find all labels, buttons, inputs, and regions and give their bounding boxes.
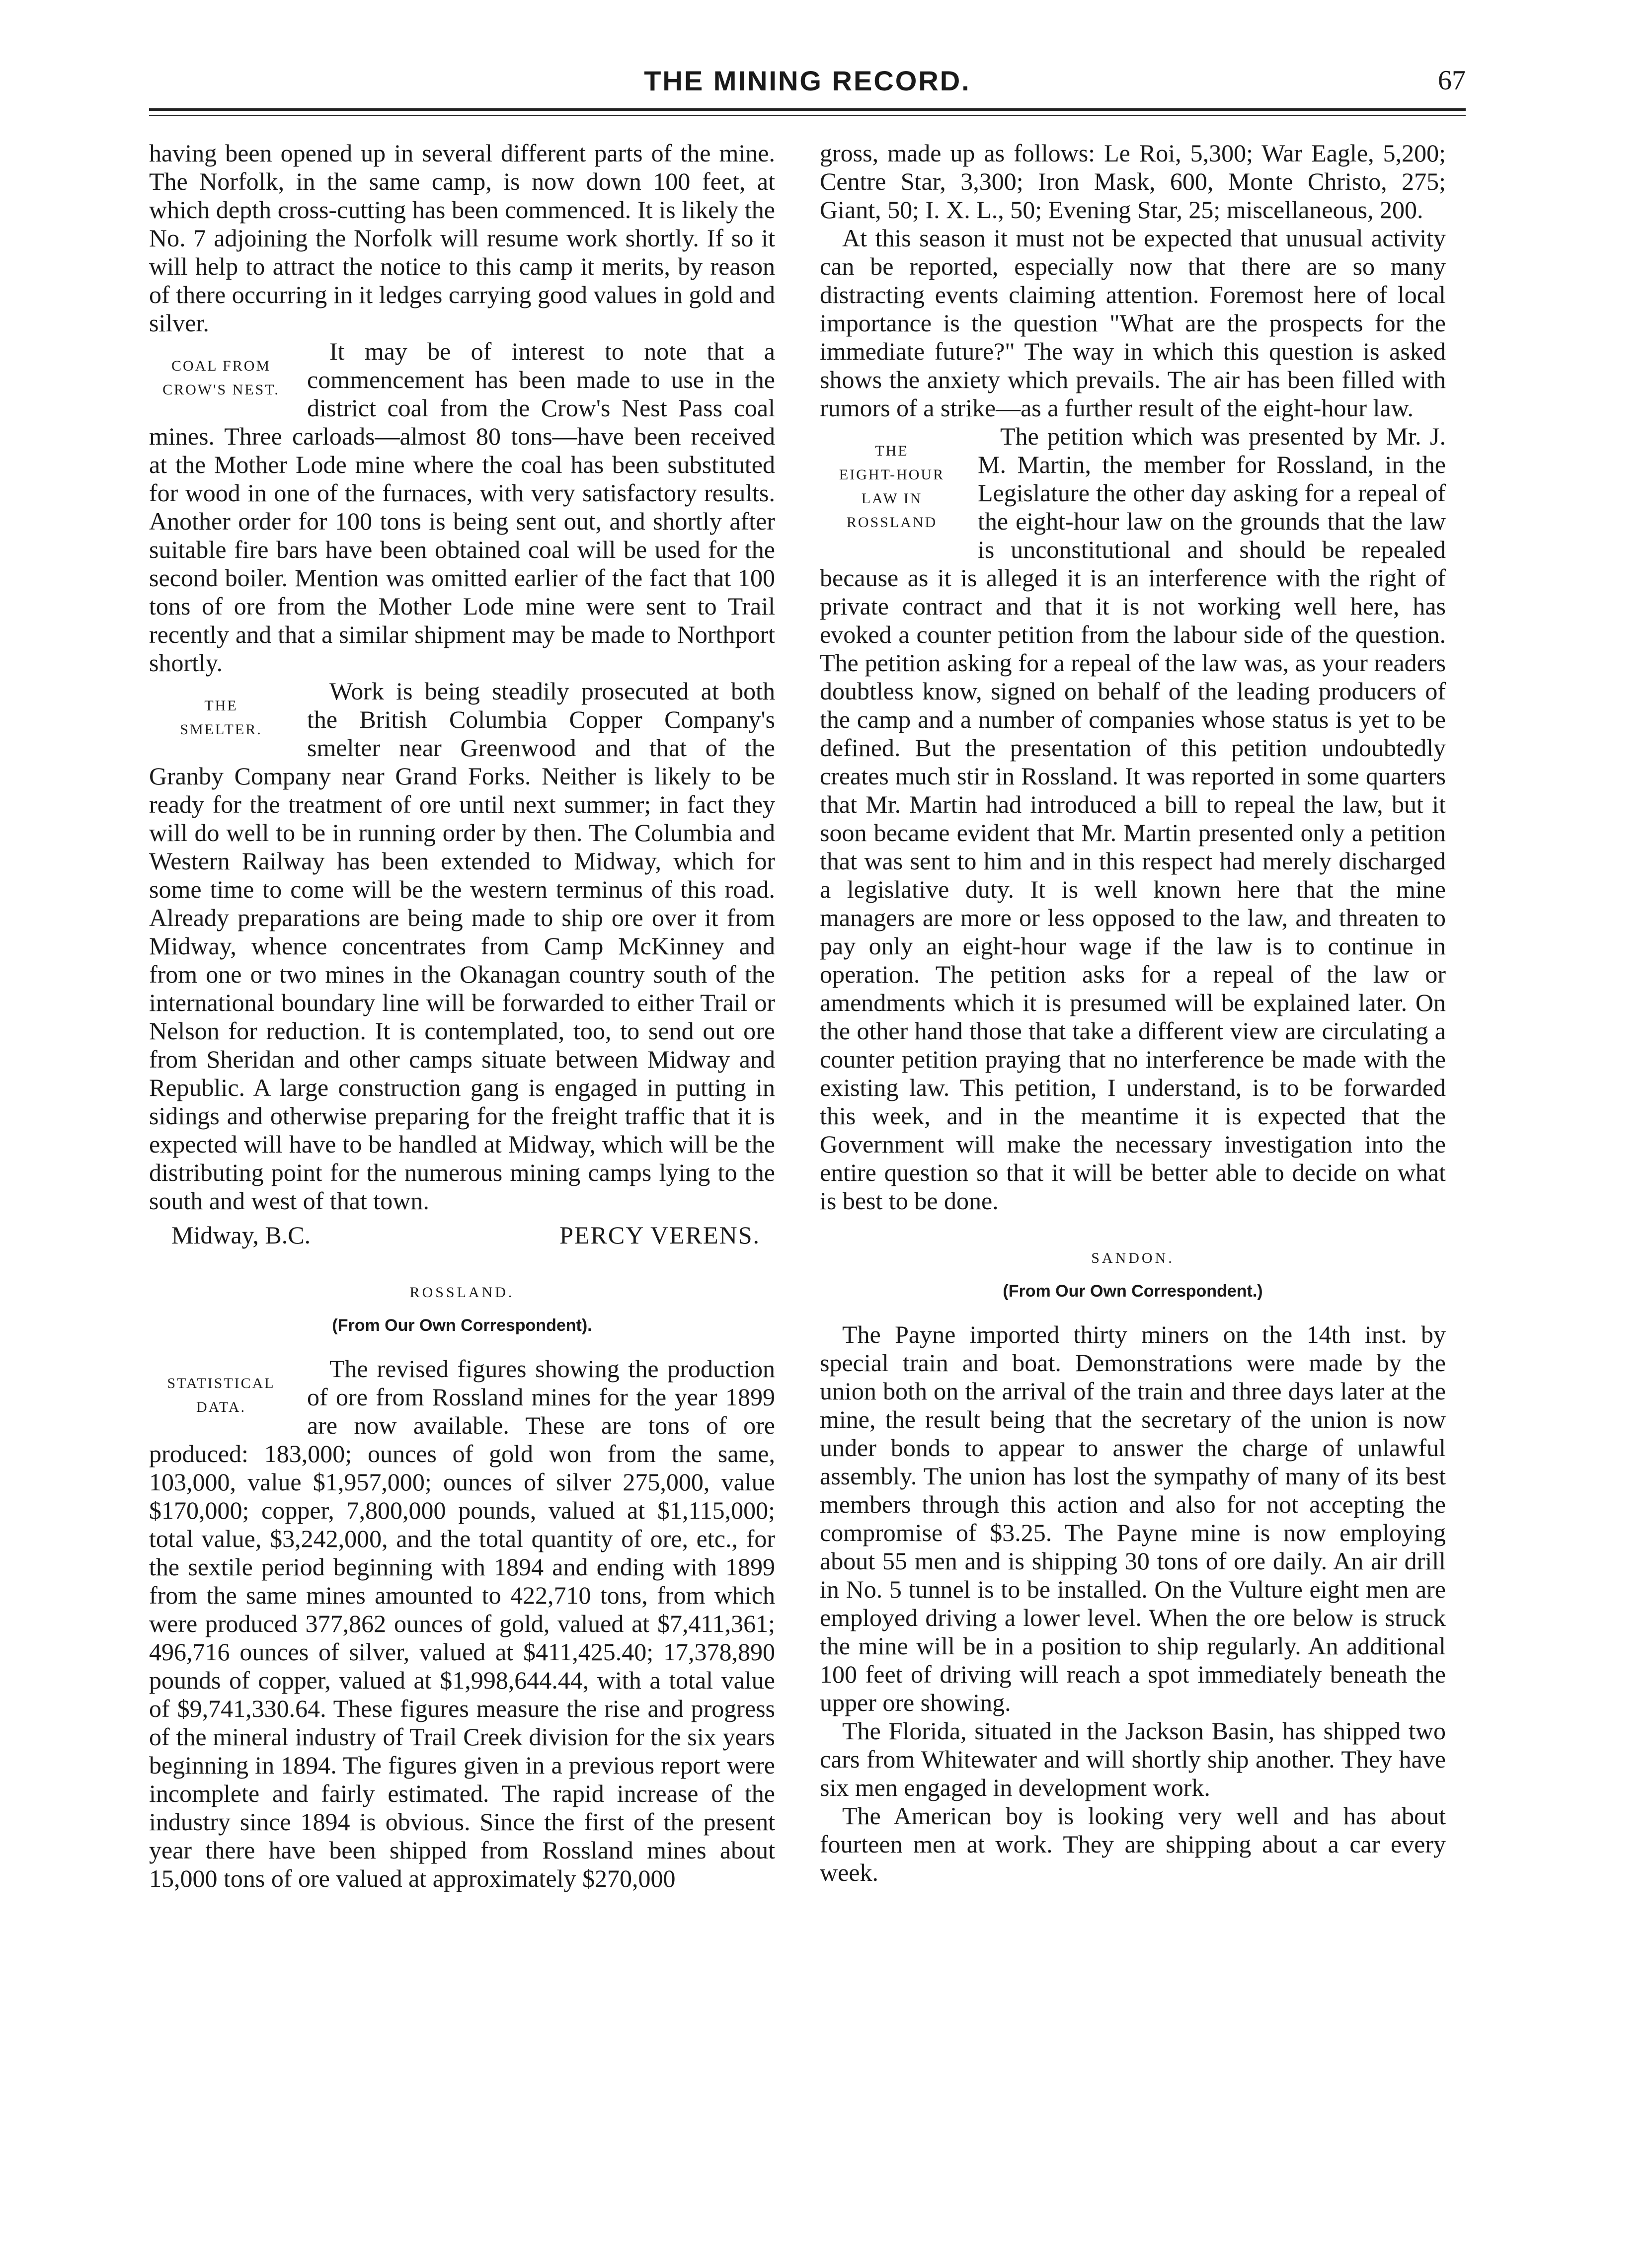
signature-line: [149, 1221, 775, 1249]
sidehead-line: ROSSLAND: [846, 514, 938, 531]
sidehead-eight-hour-law: [820, 439, 964, 535]
article-paragraph: Work is being steadily prosecuted at both the British Columbia Copper Company's smelter near Greenwood and that of the Granby Company near Grand Forks. Neither is likely to be ready for the treatment of ore until next summer; in fact they will do well to be in running order by then. The Columbia and Western Railway has been extended to Midway, which for some time to come will be the western terminus of this road. Already preparations are being made to ship ore over it from Midway, whence concentrates from Camp McKinney and from one or two mines in the Okanagan country south of the international boundary line will be forwarded to either Trail or Nelson for reduction. It is contemplated, too, to send out ore from Sheridan and other camps situate between Midway and Republic. A large construction gang is engaged in putting in sidings and otherwise preparing for the freight traffic that it is expected will have to be handled at Midway, which will be the distributing point for the numerous mining camps lying to the south and west of that town.: [149, 677, 775, 1215]
article-paragraph: having been opened up in several different parts of the mine. The Norfolk, in the same camp, is now down 100 feet, at which depth cross-cutting has been commenced. It is likely the No. 7 adjoining the Norfolk will resume work shortly. If so it will help to attract the notice to this camp it merits, by reason of there occurring in it ledges carrying good values in gold and silver.: [149, 139, 775, 337]
section-heading-rossland: ROSSLAND.: [409, 1284, 515, 1301]
page-header: [149, 65, 1466, 109]
article-paragraph: It may be of interest to note that a commencement has been made to use in the district coal from the Crow's Nest Pass coal mines. Three carloads—almost 80 tons—have been received at the Mother Lode mine where the coal has been substituted for wood in one of the furnaces, with very satisfactory results. Another order for 100 tons is being sent out, and shortly after suitable fire bars have been obtained coal will be used for the second boiler. Mention was omitted earlier of the fact that 100 tons of ore from the Mother Lode mine were sent to Trail recently and that a similar shipment may be made to Northport shortly.: [149, 337, 775, 677]
article-paragraph: The Florida, situated in the Jackson Basin, has shipped two cars from Whitewater and will shortly ship another. They have six men engaged in development work.: [820, 1717, 1446, 1801]
left-column: [149, 139, 775, 2216]
sidehead-line: THE: [875, 443, 909, 459]
header-rule-thin: [149, 115, 1466, 116]
publication-title: THE MINING RECORD.: [644, 65, 971, 96]
sidehead-the-smelter: [149, 694, 293, 742]
article-paragraph: The American boy is looking very well and has about fourteen men at work. They are shipping about a car every week.: [820, 1802, 1446, 1886]
signature-name: PERCY VERENS.: [559, 1221, 760, 1249]
article-paragraph: The petition which was presented by Mr. J. M. Martin, the member for Rossland, in the Legislature the other day asking for a repeal of the eight-hour law on the grounds that the law is unconstitutional and should be repealed because as it is alleged it is an interference with the right of private contract and that it is not working well here, has evoked a counter petition from the labour side of the question. The petition asking for a repeal of the law was, as your readers doubtless know, signed on behalf of the leading producers of the camp and a number of companies whose status is yet to be defined. But the presentation of this petition undoubtedly creates much stir in Rossland. It was reported in some quarters that Mr. Martin had introduced a bill to repeal the law, but it soon became evident that Mr. Martin presented only a petition that was sent to him and in this respect had merely discharged a legislative duty. It is well known here that the mine managers are more or less opposed to the law, and threaten to pay only an eight-hour wage if the law is to continue in operation. The petition asks for a repeal of the law or amendments which it is presumed will be explained later. On the other hand those that take a different view are circulating a counter petition praying that no interference be made with the existing law. This petition, I understand, is to be forwarded this week, and in the meantime it is expected that the Government will make the necessary investigation into the entire question so that it will be better able to decide on what is best to be done.: [820, 422, 1446, 1215]
right-column: [820, 139, 1446, 2216]
article-paragraph: At this season it must not be expected that unusual activity can be reported, especially now that there are so many distracting events claiming attention. Foremost here of local importance is the question "What are the prospects for the immediate future?" The way in which this question is asked shows the anxiety which prevails. The air has been filled with rumors of a strike—as a further result of the eight-hour law.: [820, 224, 1446, 422]
sidehead-line: COAL FROM: [171, 358, 271, 374]
sidehead-line: SMELTER.: [180, 721, 262, 738]
sidehead-line: LAW IN: [861, 490, 923, 507]
article-paragraph: gross, made up as follows: Le Roi, 5,300; War Eagle, 5,200; Centre Star, 3,300; Iron Mask, 600, Monte Christo, 275; Giant, 50; I. X. L., 50; Evening Star, 25; miscellaneous, 200.: [820, 139, 1446, 224]
header-rule-thick: [149, 108, 1466, 111]
signature-place: Midway, B.C.: [171, 1221, 311, 1249]
sidehead-line: THE: [204, 697, 238, 714]
sidehead-line: CROW'S NEST.: [162, 382, 280, 398]
page-number: 67: [1438, 65, 1466, 96]
section-subheading-sandon: (From Our Own Correspondent.): [1003, 1282, 1263, 1301]
article-paragraph: The revised figures showing the production of ore from Rossland mines for the year 1899 are now available. These are tons of ore produced: 183,000; ounces of gold won from the same, 103,000, value $1,957,000; ounces of silver 275,000, value $170,000; copper, 7,800,000 pounds, valued at $1,115,000; total value, $3,242,000, and the total quantity of ore, etc., for the sextile period beginning with 1894 and ending with 1899 from the same mines amounted to 422,710 tons, from which were produced 377,862 ounces of gold, valued at $7,411,361; 496,716 ounces of silver, valued at $411,425.40; 17,378,890 pounds of copper, valued at $1,998,644.44, with a total value of $9,741,330.64. These figures measure the rise and progress of the mineral industry of Trail Creek division for the six years beginning in 1894. The figures given in a previous report were incomplete and fairly estimated. The rapid increase of the industry since 1894 is obvious. Since the first of the present year there have been shipped from Rossland mines about 15,000 tons of ore valued at approximately $270,000: [149, 1355, 775, 1892]
sidehead-line: EIGHT-HOUR: [839, 466, 945, 483]
section-subheading-rossland: (From Our Own Correspondent).: [332, 1316, 592, 1335]
sidehead-line: DATA.: [196, 1399, 246, 1415]
sidehead-statistical-data: [149, 1372, 293, 1419]
sidehead-coal-from-crows-nest: [149, 354, 293, 402]
section-heading-sandon: SANDON.: [1091, 1250, 1175, 1266]
article-paragraph: The Payne imported thirty miners on the 14th inst. by special train and boat. Demonstrations were made by the union both on the arrival of the train and three days later at the mine, the result being that the secretary of the union is now under bonds to appear to answer the charge of unlawful assembly. The union has lost the sympathy of many of its best members through this action and also for not accepting the compromise of $3.25. The Payne mine is now employing about 55 men and is shipping 30 tons of ore daily. An air drill in No. 5 tunnel is to be installed. On the Vulture eight men are employed driving a lower level. When the ore below is struck the mine will be in a position to ship regularly. An additional 100 feet of driving will reach a spot immediately beneath the upper ore showing.: [820, 1320, 1446, 1716]
sidehead-line: STATISTICAL: [167, 1375, 275, 1392]
